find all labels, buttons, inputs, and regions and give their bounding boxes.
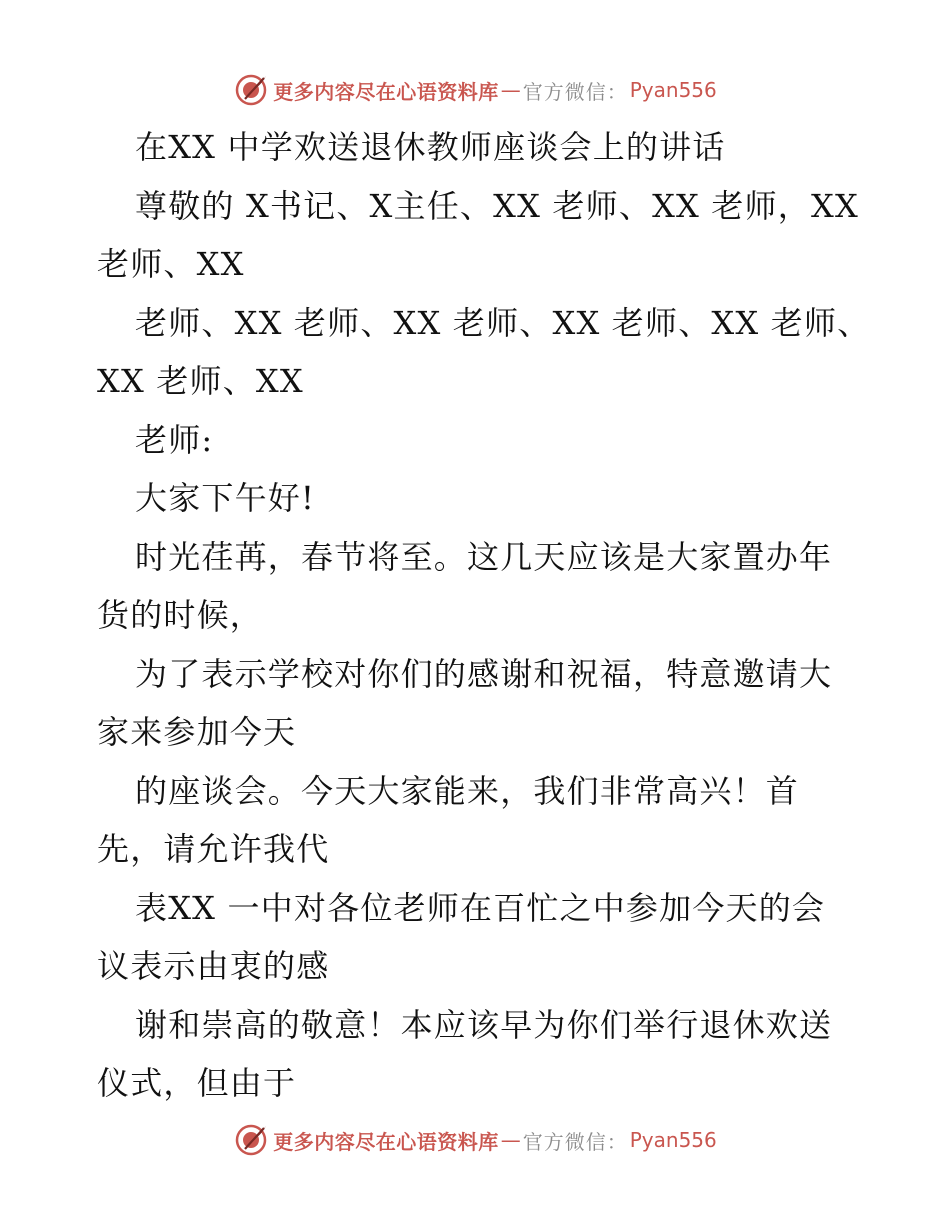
text-line: 尊敬的 X书记、X主任、XX 老师、XX 老师，XX: [135, 186, 859, 225]
salutation: [97, 177, 857, 294]
banner-wechat-label: 官方微信：: [522, 1129, 628, 1154]
banner-wechat-id: Pyan556: [629, 1128, 717, 1152]
banner-wechat-id: Pyan556: [629, 78, 717, 102]
text-line: 货的时候，: [97, 596, 264, 634]
paragraph: [97, 528, 857, 645]
salutation-end: [97, 411, 857, 470]
banner-dash: —: [500, 1128, 521, 1152]
greeting: [97, 469, 857, 528]
text-line: 时光荏苒，春节将至。这几天应该是大家置办年: [135, 537, 833, 576]
paragraph: [97, 879, 857, 996]
banner-wechat-label: 官方微信：: [522, 79, 628, 104]
feather-logo-icon: [233, 1122, 269, 1158]
banner-text: 更多内容尽在心语资料库: [273, 79, 499, 104]
text-line: 谢和崇高的敬意！本应该早为你们举行退休欢送: [135, 1005, 833, 1044]
text-line: 大家下午好!: [135, 479, 316, 517]
text-line: 议表示由衷的感: [97, 947, 330, 985]
text-line: XX 老师、XX: [97, 362, 304, 400]
document-title: [97, 118, 857, 177]
salutation-continued: [97, 294, 871, 411]
text-line: 老师:: [135, 420, 214, 459]
banner-text: 更多内容尽在心语资料库: [273, 1129, 499, 1154]
banner-dash: —: [500, 78, 521, 102]
header-banner: [0, 70, 950, 110]
text-line: 表XX 一中对各位老师在百忙之中参加今天的会: [135, 888, 826, 927]
paragraph: [97, 645, 857, 762]
text-line: 老师、XX: [97, 245, 245, 283]
paragraph: [97, 762, 857, 879]
text-line: 在XX 中学欢送退休教师座谈会上的讲话: [135, 128, 726, 166]
text-line: 家来参加今天: [97, 713, 297, 751]
paragraph: [97, 996, 857, 1113]
text-line: 先，请允许我代: [97, 830, 330, 868]
feather-logo-icon: [233, 72, 269, 108]
document-body: [97, 118, 871, 1113]
text-line: 仪式，但由于: [97, 1064, 297, 1102]
footer-banner: [0, 1120, 950, 1160]
text-line: 老师、XX 老师、XX 老师、XX 老师、XX 老师、: [135, 303, 871, 342]
text-line: 的座谈会。今天大家能来，我们非常高兴！首: [135, 771, 800, 810]
text-line: 为了表示学校对你们的感谢和祝福，特意邀请大: [135, 654, 833, 693]
